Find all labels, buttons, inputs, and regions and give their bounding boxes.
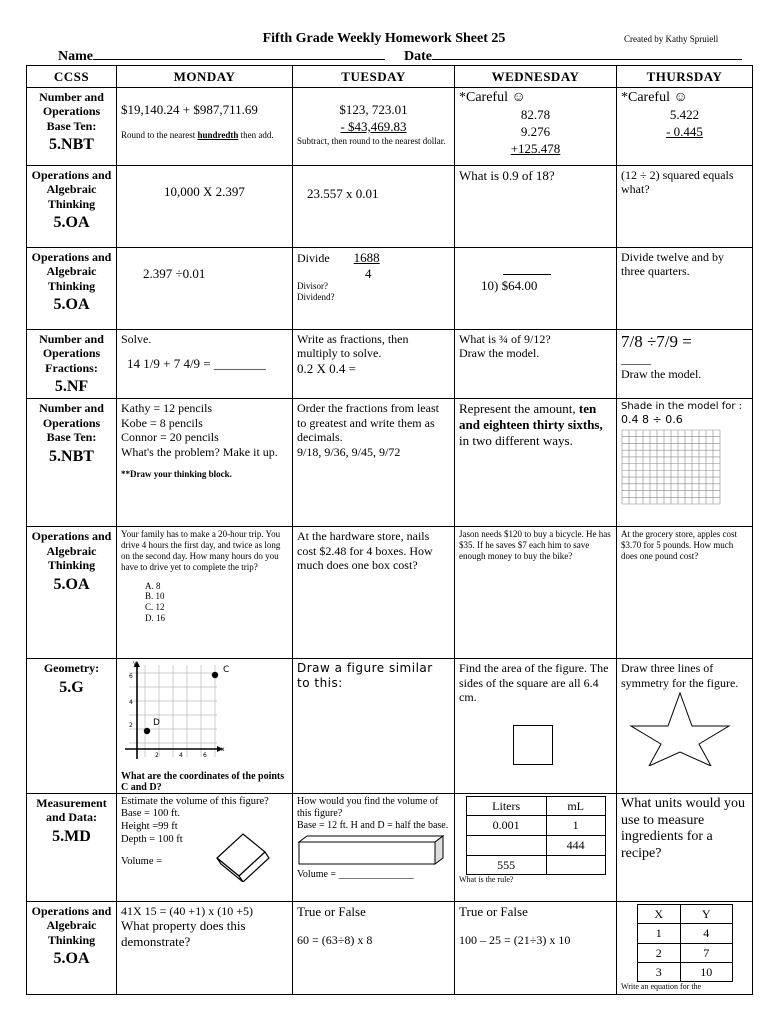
monday-cell[interactable]: 2.397 ÷0.01 xyxy=(117,248,293,330)
ccss-cell: Operations and Algebraic Thinking 5.OA xyxy=(27,166,117,248)
monday-cell[interactable]: Solve. 14 1/9 + 7 4/9 = ________ xyxy=(117,330,293,399)
wednesday-cell[interactable]: What is 0.9 of 18? xyxy=(455,166,617,248)
shading-grid[interactable] xyxy=(621,429,721,505)
col-header: CCSS xyxy=(27,66,117,88)
monday-cell[interactable]: $19,140.24 + $987,711.69 Round to the nearest hundredth then add. xyxy=(117,88,293,166)
monday-cell[interactable]: Kathy = 12 pencils Kobe = 8 pencils Connor = 20 pencils What's the problem? Make it up. **Draw your thinking block. xyxy=(117,399,293,527)
table-row xyxy=(27,399,753,527)
x-tick-label: 4 xyxy=(179,752,183,760)
tuesday-cell[interactable]: Write as fractions, then multiply to solve. 0.2 X 0.4 = xyxy=(293,330,455,399)
date-label: Date xyxy=(404,49,432,64)
thursday-cell[interactable]: (12 ÷ 2) squared equals what? xyxy=(617,166,753,248)
long-division-bar xyxy=(503,274,551,275)
table-row xyxy=(27,88,753,166)
star-figure xyxy=(621,690,741,766)
table-row xyxy=(27,527,753,659)
col-header: MONDAY xyxy=(117,66,293,88)
ccss-cell: Operations and Algebraic Thinking 5.OA xyxy=(27,248,117,330)
table-row xyxy=(27,659,753,793)
ccss-cell: Number and Operations Base Ten: 5.NBT xyxy=(27,399,117,527)
ccss-cell: Measurement and Data: 5.MD xyxy=(27,793,117,901)
tuesday-cell[interactable]: Order the fractions from least to greatest and write them as decimals. 9/18, 9/36, 9/45, 9/72 xyxy=(293,399,455,527)
x-axis-label: x xyxy=(221,746,225,754)
monday-cell[interactable]: 10,000 X 2.397 xyxy=(117,166,293,248)
coordinate-plane xyxy=(117,659,293,767)
point-c-label: C xyxy=(223,665,230,676)
thursday-cell[interactable]: At the grocery store, apples cost $3.70 for 5 pounds. How much does one pound cost? xyxy=(617,527,753,659)
thursday-cell[interactable]: Divide twelve and by three quarters. xyxy=(617,248,753,330)
wednesday-cell[interactable]: Represent the amount, ten and eighteen thirty sixths, in two different ways. xyxy=(455,399,617,527)
wednesday-cell[interactable]: *Careful ☺ 82.78 9.276 +125.478 xyxy=(455,88,617,166)
prism-figure xyxy=(297,834,447,866)
ccss-cell: Number and Operations Base Ten: 5.NBT xyxy=(27,88,117,166)
col-header: THURSDAY xyxy=(617,66,753,88)
wednesday-cell[interactable]: True or False 100 – 25 = (21÷3) x 10 xyxy=(455,901,617,994)
homework-table xyxy=(26,65,753,995)
date-field[interactable] xyxy=(404,47,742,65)
conversion-table: Liters mL 0.001 1 444 555 xyxy=(466,796,606,875)
xy-table: X Y 1 4 2 7 3 10 xyxy=(637,904,733,983)
monday-cell[interactable] xyxy=(117,659,293,793)
col-header: WEDNESDAY xyxy=(455,66,617,88)
y-tick-label: 6 xyxy=(129,673,133,681)
wednesday-cell[interactable]: Jason needs $120 to buy a bicycle. He has $35. If he saves $7 each him to save enough money to buy the bike? xyxy=(455,527,617,659)
wednesday-cell[interactable]: Find the area of the figure. The sides of the square are all 6.4 cm. xyxy=(455,659,617,793)
thursday-cell[interactable]: Draw three lines of symmetry for the figure. xyxy=(617,659,753,793)
square-figure xyxy=(513,725,553,765)
tuesday-cell[interactable]: 23.557 x 0.01 xyxy=(293,166,455,248)
thursday-cell[interactable]: Shade in the model for : 0.4 8 ÷ 0.6 xyxy=(617,399,753,527)
y-axis-label: y xyxy=(133,660,137,668)
table-row xyxy=(27,166,753,248)
monday-cell[interactable]: Your family has to make a 20-hour trip. You drive 4 hours the first day, and twice as long on the second day. How many hours do you have to drive yet to complete the trip? A. 8 B. 10 C. 12 D. 16 xyxy=(117,527,293,659)
tuesday-cell[interactable]: Draw a figure similar to this: xyxy=(293,659,455,793)
wednesday-cell[interactable]: 10) $64.00 xyxy=(455,248,617,330)
author-credit: Created by Kathy Spruiell xyxy=(624,34,719,44)
thursday-cell[interactable]: 7/8 ÷7/9 = _____ Draw the model. xyxy=(617,330,753,399)
monday-cell[interactable]: Estimate the volume of this figure? Base = 100 ft. Height =99 ft Depth = 100 ft Volume = xyxy=(117,793,293,901)
tuesday-cell[interactable]: At the hardware store, nails cost $2.48 for 4 boxes. How much does one box cost? xyxy=(293,527,455,659)
name-field[interactable] xyxy=(58,47,385,65)
table-row xyxy=(27,330,753,399)
tuesday-cell[interactable]: How would you find the volume of this figure? Base = 12 ft. H and D = half the base. Volume = _______________ xyxy=(293,793,455,901)
tuesday-cell[interactable]: Divide 1688 4 Divisor? Dividend? xyxy=(293,248,455,330)
wednesday-cell[interactable]: Liters mL 0.001 1 444 555 What is the rule? xyxy=(455,793,617,901)
tuesday-cell[interactable]: True or False 60 = (63÷8) x 8 xyxy=(293,901,455,994)
x-tick-label: 6 xyxy=(203,752,207,760)
table-row xyxy=(27,901,753,994)
thursday-cell[interactable]: X Y 1 4 2 7 3 10 Write an equation for the xyxy=(617,901,753,994)
col-header: TUESDAY xyxy=(293,66,455,88)
ccss-cell: Operations and Algebraic Thinking 5.OA xyxy=(27,527,117,659)
ccss-cell: Geometry: 5.G xyxy=(27,659,117,793)
thursday-cell[interactable]: *Careful ☺ 5.422 - 0.445 xyxy=(617,88,753,166)
table-header-row xyxy=(27,66,753,88)
cube-figure xyxy=(213,830,283,882)
y-tick-label: 4 xyxy=(129,699,133,707)
monday-cell[interactable]: 41X 15 = (40 +1) x (10 +5) What property does this demonstrate? xyxy=(117,901,293,994)
table-row xyxy=(27,793,753,901)
ccss-cell: Number and Operations Fractions: 5.NF xyxy=(27,330,117,399)
coordinates-question: What are the coordinates of the points C and D? xyxy=(121,770,285,793)
wednesday-cell[interactable]: What is ¾ of 9/12? Draw the model. xyxy=(455,330,617,399)
point-c xyxy=(212,672,218,678)
page-title: Fifth Grade Weekly Homework Sheet 25 xyxy=(262,31,506,46)
x-tick-label: 2 xyxy=(155,752,159,760)
point-d-label: D xyxy=(153,718,160,729)
name-label: Name xyxy=(58,49,93,64)
y-tick-label: 2 xyxy=(129,722,133,730)
ccss-cell: Operations and Algebraic Thinking 5.OA xyxy=(27,901,117,994)
point-d xyxy=(144,728,150,734)
thursday-cell[interactable]: What units would you use to measure ingredients for a recipe? xyxy=(617,793,753,901)
tuesday-cell[interactable]: $123, 723.01 - $43,469.83 Subtract, then round to the nearest dollar. xyxy=(293,88,455,166)
table-row xyxy=(27,248,753,330)
